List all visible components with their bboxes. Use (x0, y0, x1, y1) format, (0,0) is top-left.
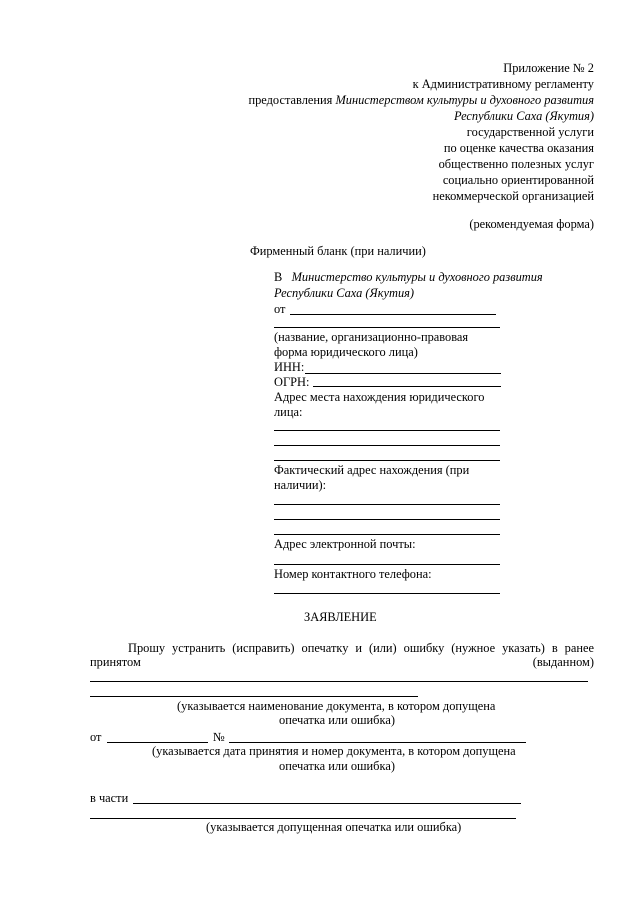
phone-field-line (274, 593, 500, 594)
actual-address-label-2: наличии): (274, 478, 327, 492)
addressee-line-1 (274, 270, 543, 285)
org-name-line (274, 327, 500, 328)
addressee-ministry: Министерство культуры и духовного развития (291, 270, 543, 284)
date-from-label: от (90, 730, 102, 744)
statement-accepted: принятом (90, 655, 141, 669)
ogrn-field-line (313, 386, 501, 387)
document-name-line-2 (90, 696, 418, 697)
inn-label: ИНН: (274, 360, 305, 374)
form-note: (рекомендуемая форма) (469, 217, 594, 231)
ogrn-label: ОГРН: (274, 375, 310, 389)
annex-ministry: Министерством культуры и духовного развития (335, 93, 594, 107)
date-number-hint-2: опечатка или ошибка) (279, 759, 395, 773)
document-name-hint-1: (указывается наименование документа, в котором допущена (177, 699, 496, 713)
number-sign: № (213, 730, 225, 744)
annex-title: Приложение № 2 (503, 61, 594, 75)
in-part-label: в части (90, 791, 129, 805)
legal-address-line-1 (274, 430, 500, 431)
addressee-to-prefix: В (274, 270, 283, 284)
phone-label: Номер контактного телефона: (274, 567, 432, 581)
annex-republic: Республики Саха (Якутия) (453, 109, 594, 123)
annex-line-republic (454, 109, 594, 124)
statement-title: ЗАЯВЛЕНИЕ (304, 610, 377, 624)
annex-line-7: социально ориентированной (442, 173, 594, 187)
org-name-hint-2: форма юридического лица) (274, 345, 418, 359)
number-field-line (229, 742, 526, 743)
legal-address-label-1: Адрес места нахождения юридического (274, 390, 485, 404)
legal-address-line-3 (274, 460, 500, 461)
document-name-hint-2: опечатка или ошибка) (279, 713, 395, 727)
email-label: Адрес электронной почты: (274, 537, 416, 551)
annex-line-6: общественно полезных услуг (438, 157, 594, 171)
statement-paragraph-line-1: Прошу устранить (исправить) опечатку и (или) ошибку (нужное указать) в ранее (128, 641, 594, 655)
error-description-line (90, 818, 516, 819)
addressee-republic: Республики Саха (Якутия) (274, 286, 415, 300)
actual-address-line-3 (274, 534, 500, 535)
annex-line-4: государственной услуги (466, 125, 594, 139)
annex-line-8: некоммерческой организацией (432, 189, 594, 203)
email-field-line (274, 564, 500, 565)
annex-line-5: по оценке качества оказания (443, 141, 594, 155)
legal-address-line-2 (274, 445, 500, 446)
org-name-hint-1: (название, организационно-правовая (274, 330, 469, 344)
actual-address-label-1: Фактический адрес нахождения (при (274, 463, 470, 477)
in-part-field-line (133, 803, 521, 804)
annex-provision-prefix: предоставления (248, 93, 336, 107)
error-hint: (указывается допущенная опечатка или ошибка) (206, 820, 462, 834)
date-number-hint-1: (указывается дата принятия и номер документа, в котором допущена (152, 744, 516, 758)
from-field-line (290, 314, 496, 315)
from-label: от (274, 302, 286, 316)
statement-issued: (выданном) (532, 655, 594, 669)
legal-address-label-2: лица: (274, 405, 303, 419)
letterhead-note: Фирменный бланк (при наличии) (250, 244, 426, 258)
inn-field-line (305, 373, 501, 374)
annex-line-regulation: к Административному регламенту (412, 77, 594, 91)
document-name-line-1 (90, 681, 588, 682)
addressee-line-2 (274, 286, 414, 301)
date-field-line (107, 742, 208, 743)
annex-line-provision (248, 93, 594, 108)
actual-address-line-1 (274, 504, 500, 505)
actual-address-line-2 (274, 519, 500, 520)
